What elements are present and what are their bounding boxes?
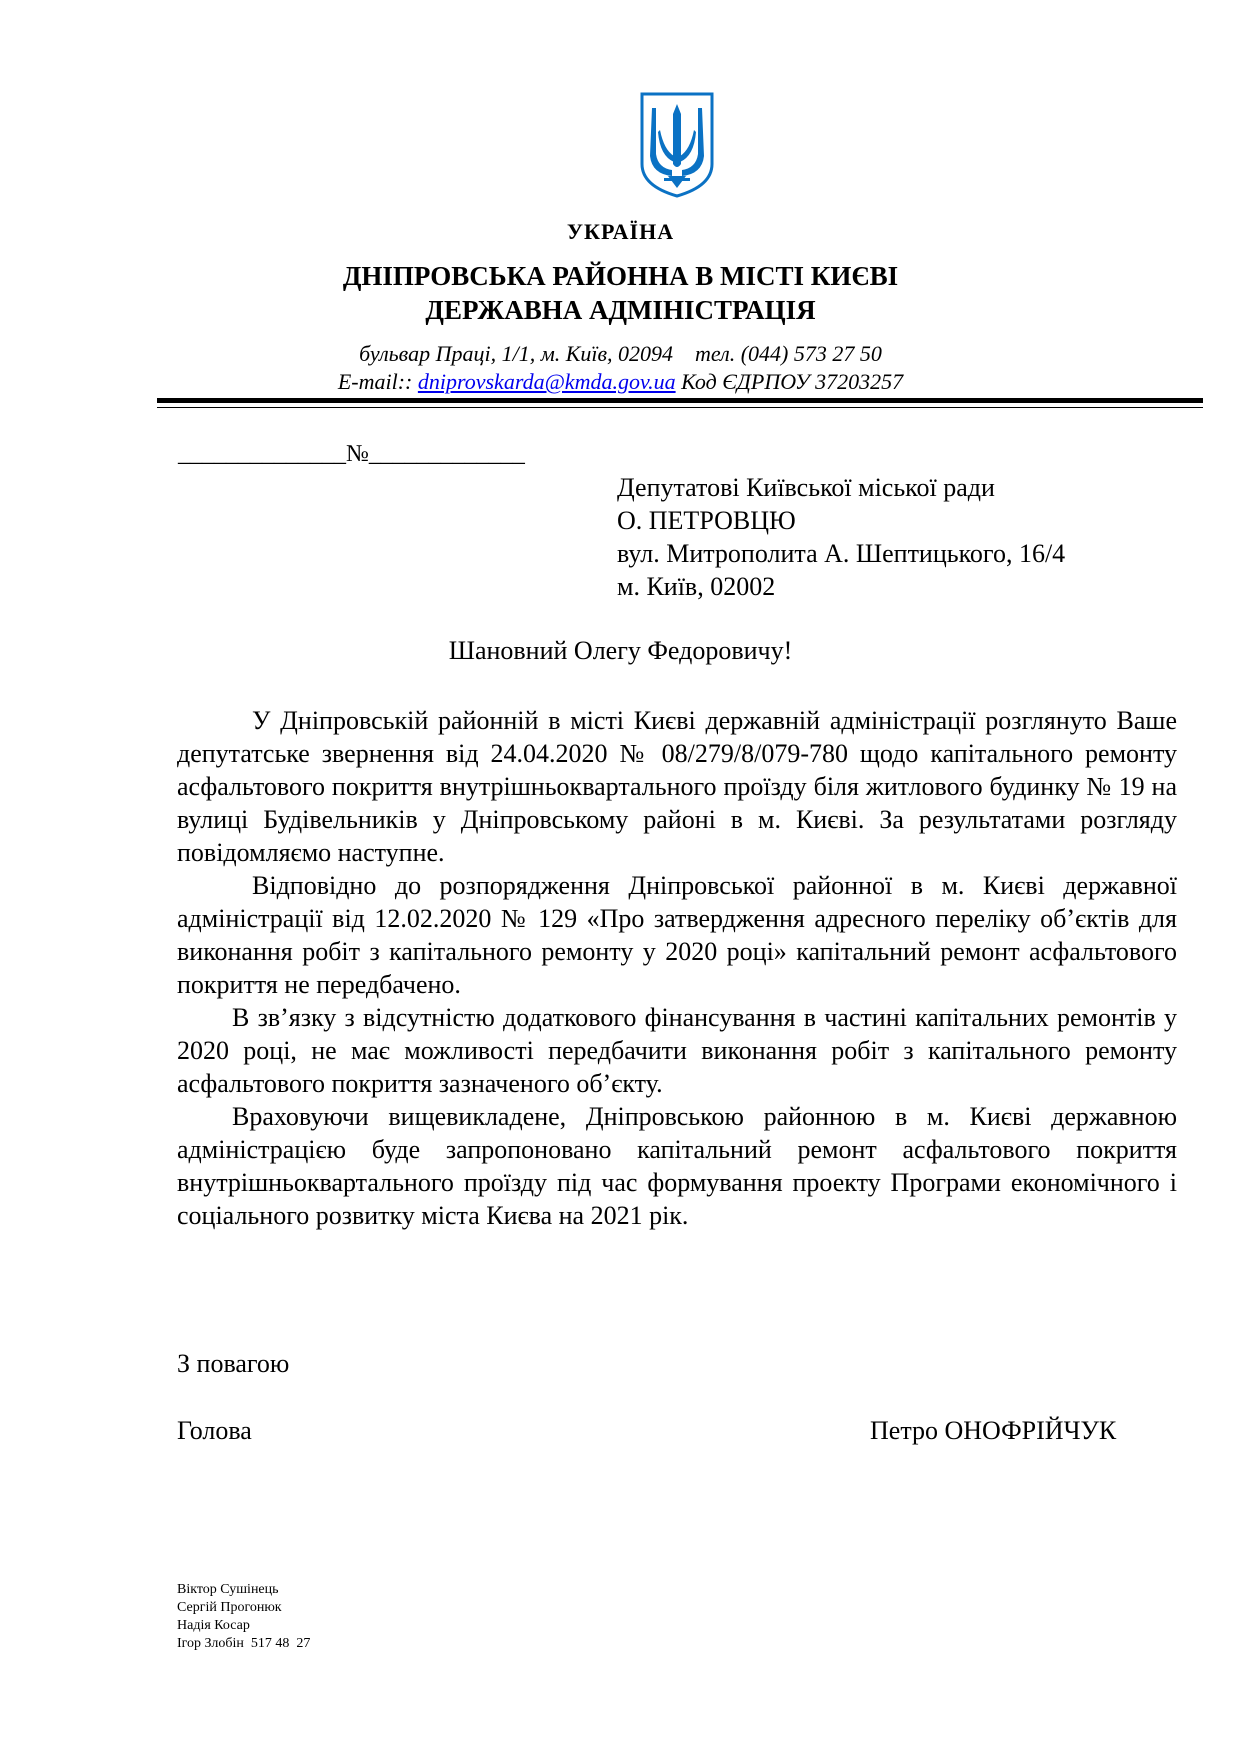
address-text: бульвар Праці, 1/1, м. Київ, 02094 тел. (044) 573 27 50 — [359, 341, 882, 366]
addressee-line4: м. Київ, 02002 — [617, 572, 776, 601]
addressee-line1: Депутатові Київської міської ради — [617, 473, 995, 502]
edrpou-code: Код ЄДРПОУ 37203257 — [681, 369, 904, 394]
email-link[interactable]: dniprovskarda@kmda.gov.ua — [417, 369, 676, 394]
addressee-line3: вул. Митрополита А. Шептицького, 16/4 — [617, 539, 1066, 568]
body-paragraph-1: У Дніпровській районній в місті Києві державній адміністрації розглянуто Ваше депутатське звернення від 24.04.2020 № 08/279/8/079-780 щодо капітального ремонту асфальтового покриття внутрішньоквартального проїзду біля житлового будинку № 19 на вулиці Будівельників у Дніпровському районі в м. Києві. За результатами розгляду повідомляємо наступне. — [177, 706, 1177, 867]
country-title: УКРАЇНА — [566, 219, 675, 244]
trident-coat-of-arms-icon — [638, 90, 716, 200]
body-paragraph-3: В зв’язку з відсутністю додаткового фінансування в частині капітальних ремонтів у 2020 році, не має можливості передбачити виконання робіт з капітального ремонту асфальтового покриття зазначеного об’єкту. — [177, 1003, 1177, 1098]
executor-line: Віктор Сушінець — [177, 1582, 279, 1597]
organization-contacts — [0, 369, 1241, 395]
closing-phrase: З повагою — [177, 1349, 290, 1378]
signer-position: Голова — [177, 1416, 252, 1445]
addressee-line2: О. ПЕТРОВЦЮ — [617, 506, 796, 535]
organization-address — [0, 341, 1241, 367]
email-label: E-mail:: — [337, 369, 413, 394]
signer-name: Петро ОНОФРІЙЧУК — [870, 1416, 1117, 1445]
executor-line: Ігор Злобін 517 48 27 — [177, 1636, 311, 1651]
registration-number-line: ______________№_____________ — [178, 441, 525, 467]
executor-line: Сергій Прогонюк — [177, 1600, 282, 1615]
header-divider-thin — [157, 407, 1203, 408]
salutation: Шановний Олегу Федоровичу! — [448, 636, 793, 665]
letter-body — [177, 704, 1177, 1232]
organization-title-line1: ДНІПРОВСЬКА РАЙОННА В МІСТІ КИЄВІ — [342, 261, 899, 291]
organization-title-line2: ДЕРЖАВНА АДМІНІСТРАЦІЯ — [425, 295, 816, 325]
header-divider-thick — [157, 398, 1203, 403]
executors-list — [177, 1581, 310, 1653]
executor-line: Надія Косар — [177, 1618, 250, 1633]
body-paragraph-2: Відповідно до розпорядження Дніпровської районної в м. Києві державної адміністрації від 12.02.2020 № 129 «Про затвердження адресного переліку об’єктів для виконання робіт з капітального ремонту у 2020 році» капітальний ремонт асфальтового покриття не передбачено. — [177, 871, 1177, 999]
body-paragraph-4: Враховуючи вищевикладене, Дніпровською районною в м. Києві державною адміністрацією буде запропоновано капітальний ремонт асфальтового покриття внутрішньоквартального проїзду під час формування проекту Програми економічного і соціального розвитку міста Києва на 2021 рік. — [177, 1102, 1177, 1230]
